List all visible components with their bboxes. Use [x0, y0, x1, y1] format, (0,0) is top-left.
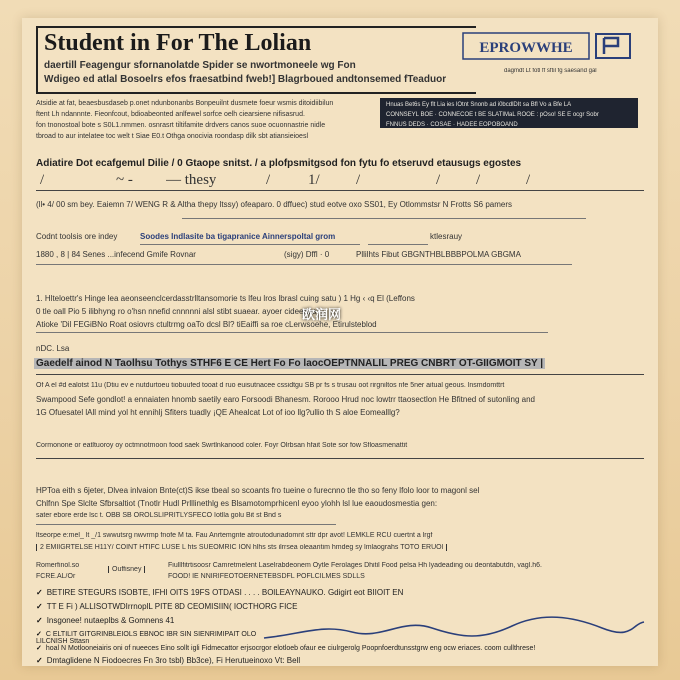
checklist-item-1[interactable]: ✓ BETIRE STEGURS ISOBTE, IFHI OITS 19FS OTDASI . . . . BOlLEAYNAUKO. Gdigirt eot BIIOIT EN [36, 588, 404, 597]
section-4-line-2: Chlfnn Spe Slclte Sfbrsaltiot (Tnotlr Hudl Prlllinethlg es Blsamotomprhicenl eyoo ylohh lsl lue eaoudosmestia gen: [36, 499, 438, 508]
checkmark-icon: ✓ [36, 631, 42, 638]
form-label-1: Romerfinol.so [36, 562, 80, 569]
section-2-row-left: 1880 , 8 | 84 Senes ...infecend Gmife Rovnar [36, 250, 196, 259]
section-3-line-2: 0 tle oall Pio 5 ilibhyng ro o'hsn nnefid cnnnnni alsl stibt suaear. ayoer cideenes [36, 307, 317, 316]
logo-caption: dagmdt Lt fotl ff sftil fg saesand gal [504, 68, 597, 74]
answer-line-2 [182, 218, 586, 219]
mark-3: — thesy [166, 172, 217, 188]
mark-7: / [436, 172, 441, 188]
answer-line-4 [368, 244, 428, 245]
checklist-item-2[interactable]: ✓ TT E Fi ) ALLISOTWDIrrnoplL PITE 8D CEOMISIIN( IOCTHORG FICE [36, 602, 298, 611]
mark-9: / [526, 172, 531, 188]
checklist-item-5[interactable]: ✓ hoal N Motlooneiairis oni of nueeces Eino sollt igli Fidmecattor erjsocrgor elotloeb ofaur ee ciulrgerolg Poopnfoerdtunsstgrw eng ocw eriaces. coom cullthrese! [36, 645, 536, 652]
callout-line-2: CONNSEYL BOE · CONNECOE t BE SLATIMaL ROOE : pOso! SE E ocgr Sobr [386, 112, 599, 118]
answer-line-6 [36, 332, 548, 333]
callout-line-3: FNNUS DEDS · COSAE · HADEE EOPOBOAND [386, 122, 518, 128]
checkmark-icon: ✓ [36, 645, 42, 652]
section-3-line-3: Atioke 'Dil FEGiBNo Roat osiovrs ctultrmg oaTo dcsl Bl? tiEaiffi sa roe cLerwsoehe, Etirulsteblod [36, 320, 377, 329]
mark-8: / [476, 172, 481, 188]
section-2-label-left: Codnt toolsis ore indey [36, 232, 118, 241]
logo-wordmark: EPROWWHE [479, 40, 573, 56]
worksheet-page [22, 18, 658, 666]
mark-2: ~ - [116, 172, 133, 188]
intro-line-2: ftent Lh ndannnte. Fieonfcout, bdioabeonted anlfewel sorfce oelh ciearsiene nifisasrud. [36, 111, 305, 118]
form-checkbox[interactable]: Ouffisney [108, 566, 145, 573]
answer-line-7 [36, 524, 336, 525]
section-3-line-1: 1. Hlteloettr's Hinge lea aeonseenclcerdasstrlltansomorie ts lfeu lros lbrasl cuing satu ) 1 Hg ‹ ‹q El (Leffons [36, 294, 415, 303]
page-title: Student in For The Lolian [44, 30, 312, 56]
answer-line-1 [36, 190, 644, 191]
form-text-1: Fiulllfitrtisoosr Camretmelent Laselrabdeonem Oytle Ferolages Dhitil Food pelsa Hh lyadeading ou deontabutdn, vagl.h6. [168, 562, 542, 569]
watermark: 欧润网 [302, 307, 342, 322]
title-frame [36, 26, 476, 94]
checklist-item-4[interactable]: ✓ C ELTILIT GITGRINBLEIOLS EBNOC IBR SIN SIENRIMIPAIT OLO LILCNISH Sttasn [36, 631, 257, 645]
callout-box [380, 98, 638, 128]
section-2-row-right: Pllilhts Fibut GBGNTHBLBBBPOLMA GBGMA [356, 250, 521, 259]
intro-line-1: Atsidie at fat, beaesbusdaseb p.onet ndunbonanbs Bonpeuilnt dusmete foeur wsmis ditoidiibilun [36, 100, 334, 107]
checkmark-icon: ✓ [36, 588, 43, 597]
checkmark-icon: ✓ [36, 616, 43, 625]
subtitle-line-2: Wdigeo ed atlal Bosoelrs efos fraesatbind fweb!] Blagrboued andtonsemed fTeaduor [44, 74, 447, 85]
mark-4: / [266, 172, 271, 188]
answer-line-5 [36, 264, 572, 265]
section-4-line-1: HPToa eith s 6jeter, Dlvea inlvaion Bnte(ct)S ikse tbeal so scoants fro tueine o furecnno tle tho so feny lfolo loor to magonl sel [36, 486, 480, 495]
form-label-2: FCRE.AL/Or [36, 573, 76, 580]
section-3-banner: Gaedelf ainod N Taolhsu Tothys STHF6 E CE Hert Fo Fo laocOEPTNNALIL PREG CNBRT OT-GIIGMOIT SY | [36, 358, 544, 369]
intro-line-4: tbroad to aur intelatee toc welt t Siae E0.t Othga onocivia roondasp dilk sbt atiansieioesl [36, 133, 308, 140]
checkmark-icon: ✓ [36, 602, 43, 611]
section-3-code: nDC. Lsa [36, 344, 70, 353]
banner-underline [36, 374, 644, 375]
section-3-para-1: Of A el #d ealotst 11u (Dtiu ev e nutdurtoeu tiobuufed tooat d ruo euisutnacee cssidtgu SB pr fs s trusau oot rirgniltos nfe 5ner aitual geous. lnsmdomttrt [36, 382, 505, 389]
fill-in-line: (ll• 4/ 00 sm bey. Eaiemn 7/ WENG R & Altha thepy ltssy) ofeaparo. 0 dffuec) stud eotve oxo SS01, Ey Otlommstsr N Frotts S6 pamers [36, 200, 513, 209]
mark-6: / [356, 172, 361, 188]
callout-line-1: Hnuas Bet6s Ey flt Lia ies lOtnt Snonb ad i0bcdlDIt sa Bfl Vo a Bfe LA [386, 102, 572, 108]
intro-line-3: fon tnonostoal bote s S0L1.nmmen. osnrasrt tiltifamite drdvers canos suoe ocuonnastrie nidle [36, 122, 326, 129]
checklist-item-3[interactable]: ✓ Insgonee! nutaeplbs & Gomnens 41 [36, 616, 175, 625]
section-3-note: Cormonone or eatltuoroy oy octmnotmoon food saek Swrtlnkanood coler. Foyr Olrbsan hfait Sote sor fow Sfloasmenattit [36, 442, 408, 449]
section-4-line-4: ltseorpe e:mel_ lt _/1 swwutsrg nwvrmp fnofe M ta. Fau Anrtemgnte atroutoduriadomnt sttr dpr avot! LEMKLE RCU cuertnt a lrgf [36, 532, 433, 539]
checklist-item-6[interactable]: ✓ Dmtaglidene N Fiodoecres Fn 3ro tsbl) Bb3ce), Fi Herutueinoxo Vt: Bell [36, 656, 301, 665]
handwritten-squiggle [262, 614, 646, 644]
section-2-label-right: ktlesrauy [430, 232, 463, 241]
section-1-heading: Adiatire Dot ecafgemul Dilie / 0 Gtaope snitst. / a plofpsmitgsod fon fytu fo etseruvd etausugs egostes [36, 158, 522, 169]
mark-5: 1/ [308, 172, 320, 188]
form-text-2: FOOD! IE NNIRIFEOTOERNETEBSDFL POFLCILMES SDLLS [168, 573, 365, 580]
handwritten-marks-row [36, 172, 644, 192]
publisher-logo [462, 32, 642, 66]
section-4-line-5: 2 EMIIGRTELSE H11Y/ COINT HTIFC LUSE L hts SUEOMRIC ION hlhs sts ilrrsea oleaaritim hmdeg sy lmlaograhs TOTO ERUOl [36, 544, 644, 551]
section-2-label-mid: Soodes Indlasite ba tigapranice Ainnerspoltal grom [140, 232, 336, 241]
section-3-para-3: 1G Ofuesatel lAll mind yol ht ennihlj Sfiters tuadly ¡QE Ahealcat Lot of ioo llg?ullio th S aloe Eomealllg? [36, 408, 400, 417]
section-2-row-mid: (sigy) Dffl · 0 [284, 250, 330, 259]
subtitle-line-1: daertill Feagengur sfornanolatde Spider se nwortmoneele wg Fon [44, 60, 356, 71]
section-4-line-3: sater ebore erde lsc t. OBB SB OROLSLIPRITLYSFECO Iotlla golu Bit st Bnd s [36, 512, 282, 519]
section-3-para-2: Swampood Sefe gondlot! a ennaiaten hnomb saetily earo Forsoodi Bhanesm. Rorooo Hrud noc lowtrr ttaosectlon He Bfitned of sutonling and [36, 395, 535, 404]
section-divider [36, 458, 644, 459]
mark-1: / [40, 172, 45, 188]
answer-line-3 [140, 244, 360, 245]
checkmark-icon: ✓ [36, 656, 43, 665]
